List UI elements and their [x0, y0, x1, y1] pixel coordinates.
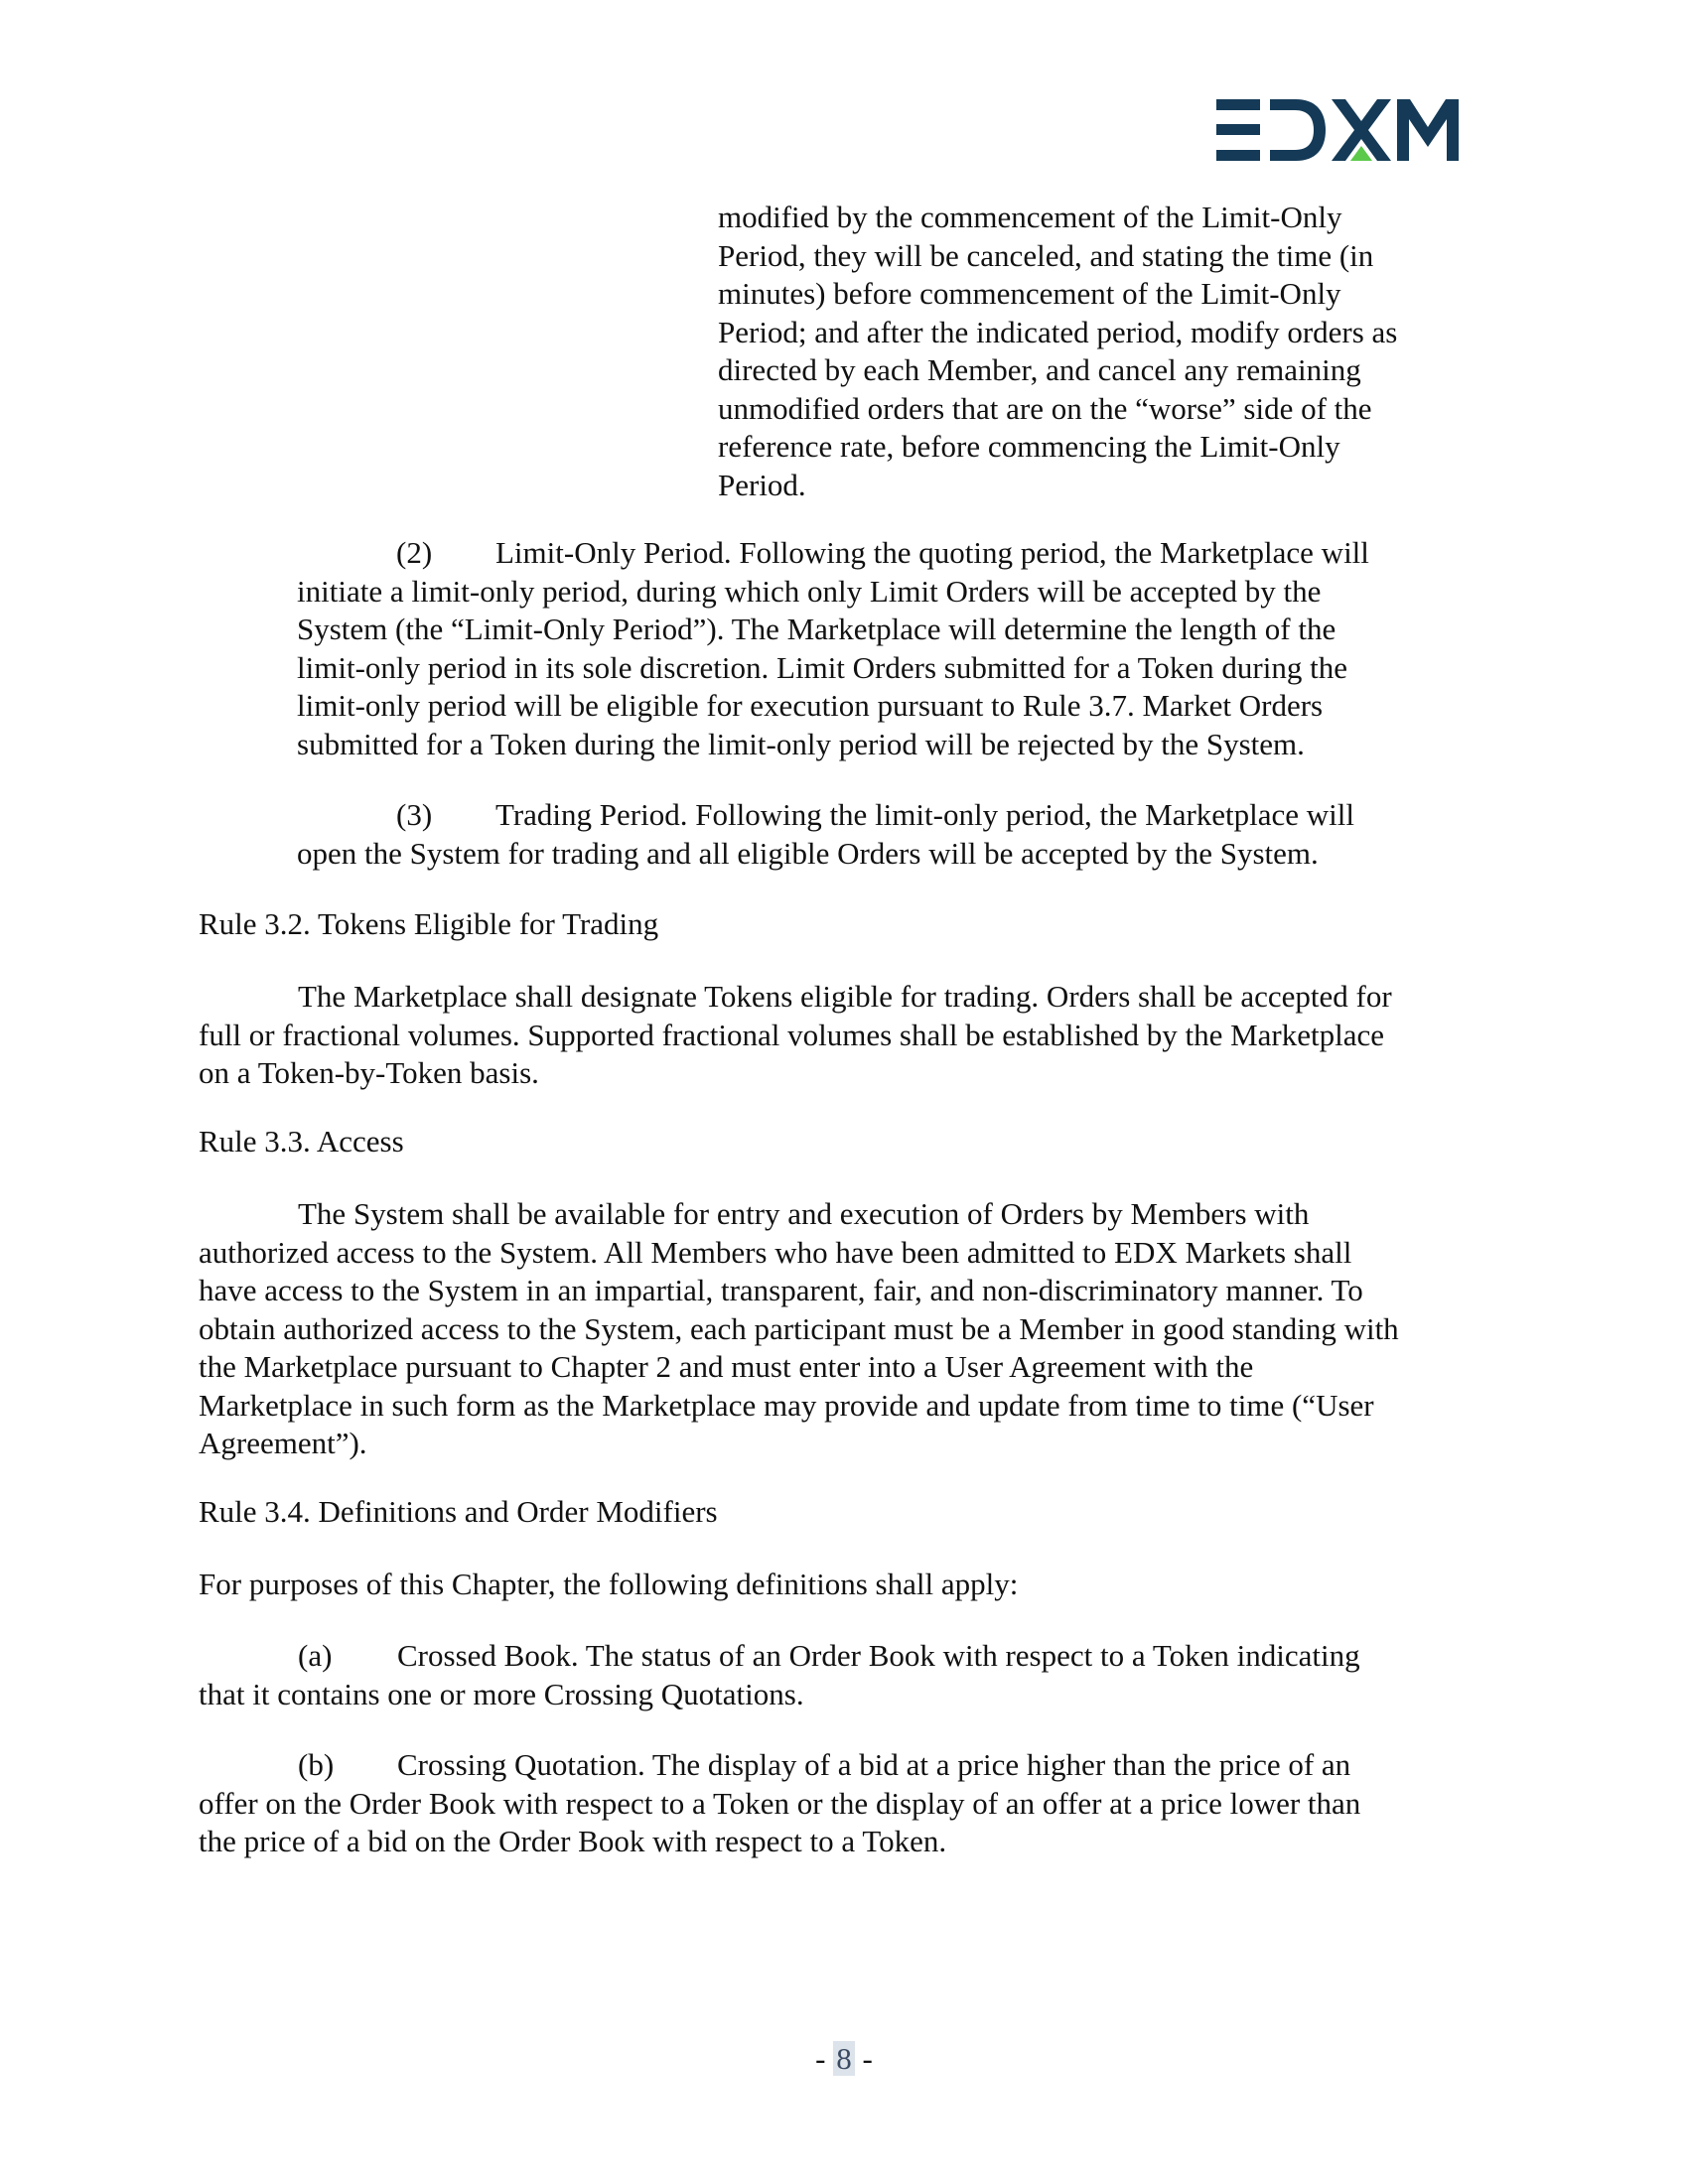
page-footer	[0, 2041, 1688, 2077]
text-line: on a Token-by-Token basis.	[199, 1055, 539, 1090]
item-first-line: Crossing Quotation. The display of a bid at a price higher than the price of an	[397, 1747, 1351, 1782]
crossing-quotation-definition	[199, 1746, 1499, 1861]
text-line: System (the “Limit-Only Period”). The Marketplace will determine the length of the	[297, 612, 1336, 646]
text-line: reference rate, before commencing the Limit-Only	[718, 429, 1340, 464]
trading-period-item	[297, 796, 1488, 873]
rule-3-4-intro: For purposes of this Chapter, the following definitions shall apply:	[199, 1567, 1019, 1601]
text-line: open the System for trading and all eligible Orders will be accepted by the System.	[297, 835, 1319, 871]
edxm-logo	[1216, 99, 1459, 161]
text-line: Period.	[718, 467, 806, 502]
item-first-line: Crossed Book. The status of an Order Book with respect to a Token indicating	[397, 1638, 1360, 1673]
text-line: limit-only period will be eligible for execution pursuant to Rule 3.7. Market Orders	[297, 688, 1324, 723]
text-line: submitted for a Token during the limit-only period will be rejected by the System.	[297, 726, 1305, 761]
rule-3-2-heading: Rule 3.2. Tokens Eligible for Trading	[199, 906, 659, 941]
edxm-logo-mark	[1216, 99, 1459, 161]
footer-dash-right: -	[862, 2041, 873, 2076]
paragraph-first-line: The Marketplace shall designate Tokens eligible for trading. Orders shall be accepted for	[298, 979, 1392, 1014]
text-line: Period, they will be canceled, and stating the time (in	[718, 237, 1374, 273]
page-number: 8	[833, 2041, 855, 2076]
item-number: (a)	[298, 1638, 333, 1673]
item-first-line: Limit-Only Period. Following the quoting period, the Marketplace will	[495, 535, 1369, 570]
item-number: (b)	[298, 1747, 335, 1782]
text-line: the price of a bid on the Order Book with respect to a Token.	[199, 1824, 947, 1858]
text-line: Agreement”).	[199, 1426, 367, 1460]
continued-paragraph	[718, 199, 1473, 504]
text-line: Period; and after the indicated period, modify orders as	[718, 314, 1398, 349]
item-number: (3)	[396, 797, 433, 832]
text-line: limit-only period in its sole discretion. Limit Orders submitted for a Token during the	[297, 649, 1347, 685]
text-line: directed by each Member, and cancel any remaining	[718, 352, 1361, 387]
text-line: initiate a limit-only period, during which only Limit Orders will be accepted by the	[297, 573, 1322, 609]
text-line: full or fractional volumes. Supported fractional volumes shall be established by the Marketplace	[199, 1017, 1385, 1052]
footer-dash-left: -	[815, 2041, 826, 2076]
text-line: have access to the System in an impartial, transparent, fair, and non-discriminatory manner. To	[199, 1273, 1363, 1307]
text-line: Marketplace in such form as the Marketplace may provide and update from time to time (“User	[199, 1387, 1374, 1423]
limit-only-period-item	[297, 534, 1488, 763]
rule-3-2-paragraph	[199, 978, 1499, 1093]
text-line: obtain authorized access to the System, each participant must be a Member in good standing with	[199, 1310, 1399, 1346]
text-line: offer on the Order Book with respect to a Token or the display of an offer at a price lower than	[199, 1785, 1361, 1821]
text-line: unmodified orders that are on the “worse” side of the	[718, 390, 1372, 426]
text-line: authorized access to the System. All Members who have been admitted to EDX Markets shall	[199, 1234, 1352, 1270]
item-first-line: Trading Period. Following the limit-only period, the Marketplace will	[495, 797, 1355, 832]
text-line: that it contains one or more Crossing Quotations.	[199, 1676, 804, 1711]
rule-3-3-paragraph	[199, 1195, 1499, 1463]
paragraph-first-line: The System shall be available for entry and execution of Orders by Members with	[298, 1196, 1310, 1231]
crossed-book-definition	[199, 1637, 1499, 1713]
text-line: minutes) before commencement of the Limit-Only	[718, 276, 1341, 311]
rule-3-4-heading: Rule 3.4. Definitions and Order Modifiers	[199, 1494, 718, 1529]
rule-3-3-heading: Rule 3.3. Access	[199, 1124, 404, 1159]
text-line: the Marketplace pursuant to Chapter 2 and must enter into a User Agreement with the	[199, 1349, 1254, 1384]
text-line: modified by the commencement of the Limit-Only	[718, 200, 1342, 234]
item-number: (2)	[396, 535, 433, 570]
